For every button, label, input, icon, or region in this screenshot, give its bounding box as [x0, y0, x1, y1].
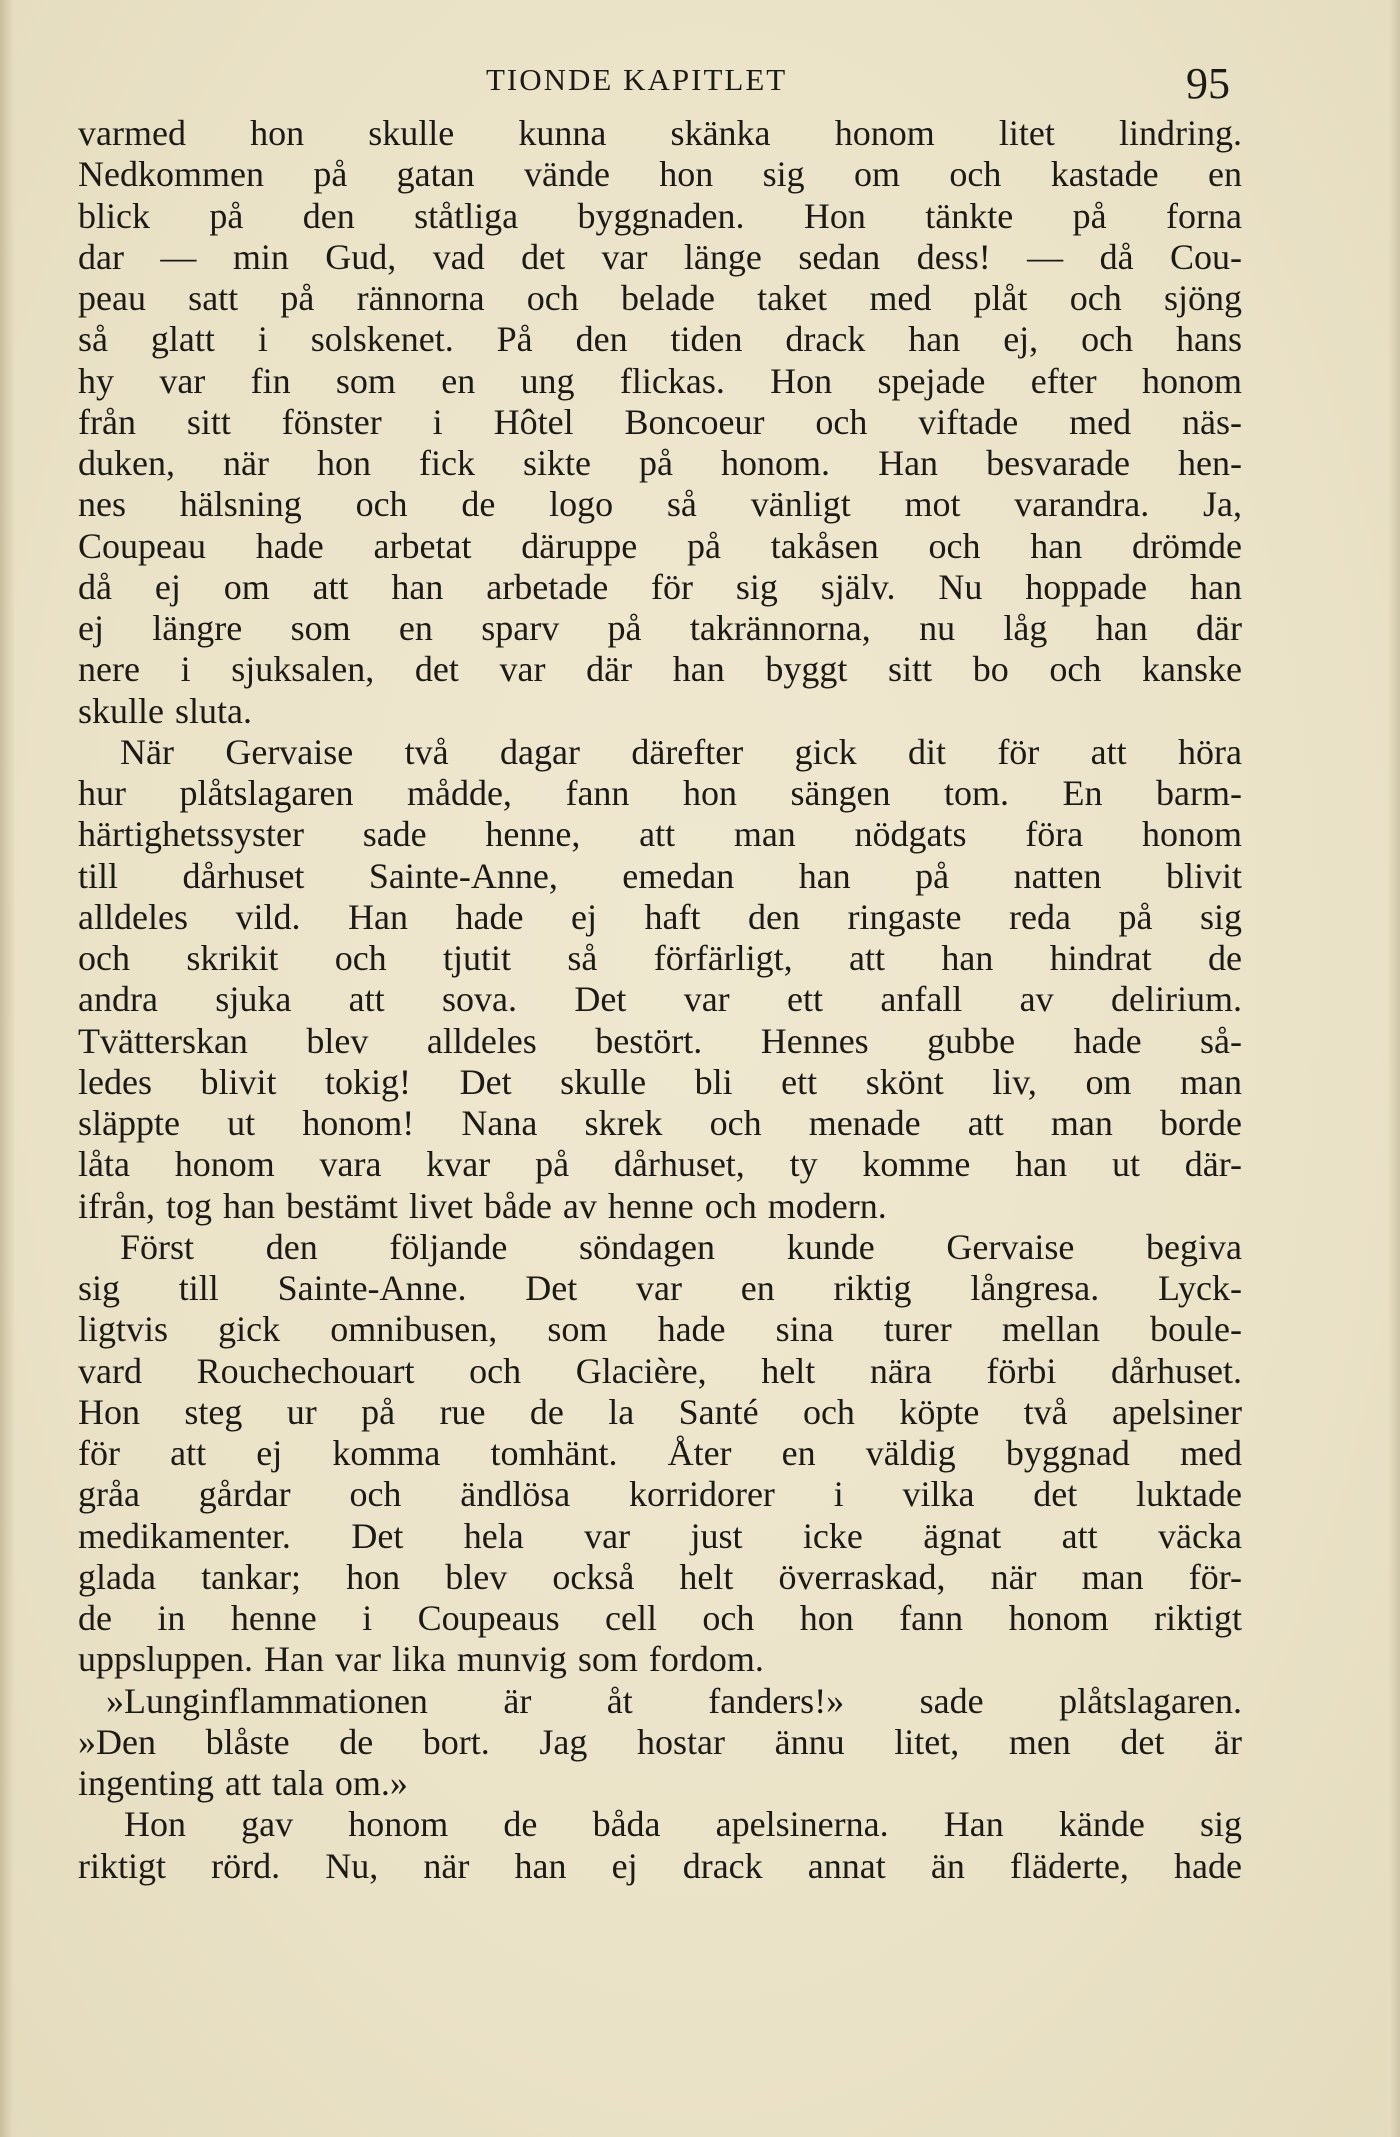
text-line: varmed hon skulle kunna skänka honom litet lindring. — [78, 113, 1242, 153]
chapter-title: TIONDE KAPITLET — [486, 62, 788, 97]
text-line: de in henne i Coupeaus cell och hon fann honom riktigt — [78, 1598, 1242, 1638]
text-line: ingenting att tala om.» — [78, 1763, 408, 1803]
text-line: Tvätterskan blev alldeles bestört. Hennes gubbe hade så- — [78, 1020, 1242, 1061]
page-number: 95 — [1186, 59, 1230, 108]
text-line: Coupeau hade arbetat däruppe på takåsen och han drömde — [78, 525, 1242, 566]
text-line: Hon gav honom de båda apelsinerna. Han kände sig — [124, 1804, 1242, 1845]
text-line: medikamenter. Det hela var just icke ägnat att väcka — [78, 1515, 1242, 1556]
text-line: vard Rouchechouart och Glacière, helt nära förbi dårhuset. — [78, 1350, 1242, 1391]
text-line: för att ej komma tomhänt. Åter en väldig byggnad med — [78, 1433, 1242, 1473]
text-line: »Lunginflammationen är åt fanders!» sade plåtslagaren. — [106, 1680, 1242, 1721]
text-line: ledes blivit tokig! Det skulle bli ett skönt liv, om man — [78, 1061, 1242, 1102]
text-line: glada tankar; hon blev också helt överraskad, när man för- — [78, 1556, 1242, 1597]
page-right-edge — [1388, 0, 1400, 2137]
text-line: härtighetssyster sade henne, att man nödgats föra honom — [78, 814, 1242, 855]
text-line: så glatt i solskenet. På den tiden drack han ej, och hans — [78, 319, 1242, 360]
text-line: sig till Sainte-Anne. Det var en riktig långresa. Lyck- — [78, 1268, 1242, 1308]
text-line: dar — min Gud, vad det var länge sedan dess! — då Cou- — [78, 236, 1242, 277]
text-line: låta honom vara kvar på dårhuset, ty komme han ut där- — [78, 1144, 1242, 1185]
text-line: »Den blåste de bort. Jag hostar ännu litet, men det är — [78, 1721, 1242, 1762]
text-line: alldeles vild. Han hade ej haft den ringaste reda på sig — [78, 896, 1242, 937]
text-line: riktigt rörd. Nu, när han ej drack annat än fläderte, hade — [78, 1845, 1242, 1886]
text-line: peau satt på rännorna och belade taket med plåt och sjöng — [78, 278, 1242, 318]
text-line: ifrån, tog han bestämt livet både av henne och modern. — [78, 1185, 887, 1226]
text-line: från sitt fönster i Hôtel Boncoeur och viftade med näs- — [78, 401, 1242, 442]
text-line: släppte ut honom! Nana skrek och menade att man borde — [78, 1103, 1242, 1143]
text-line: då ej om att han arbetade för sig själv. Nu hoppade han — [78, 566, 1242, 607]
text-line: Nedkommen på gatan vände hon sig om och kastade en — [78, 154, 1242, 195]
text-line: uppsluppen. Han var lika munvig som fordom. — [78, 1639, 764, 1680]
text-line: ligtvis gick omnibusen, som hade sina turer mellan boule- — [78, 1309, 1242, 1350]
text-line: nere i sjuksalen, det var där han byggt sitt bo och kanske — [78, 649, 1242, 690]
text-line: blick på den ståtliga byggnaden. Hon tänkte på forna — [78, 195, 1242, 236]
text-line: och skrikit och tjutit så förfärligt, att han hindrat de — [78, 938, 1242, 978]
text-line: duken, när hon fick sikte på honom. Han besvarade hen- — [78, 443, 1242, 483]
text-line: hy var fin som en ung flickas. Hon spejade efter honom — [78, 360, 1242, 401]
text-line: till dårhuset Sainte-Anne, emedan han på natten blivit — [78, 855, 1242, 896]
text-line: andra sjuka att sova. Det var ett anfall av delirium. — [78, 979, 1242, 1020]
text-line: Hon steg ur på rue de la Santé och köpte två apelsiner — [78, 1391, 1242, 1432]
text-line: nes hälsning och de logo så vänligt mot varandra. Ja, — [78, 484, 1242, 525]
text-line: skulle sluta. — [78, 690, 252, 731]
running-head — [0, 58, 1400, 108]
text-line: gråa gårdar och ändlösa korridorer i vilka det luktade — [78, 1474, 1242, 1515]
page-left-edge — [0, 0, 14, 2137]
text-line: ej längre som en sparv på takrännorna, nu låg han där — [78, 608, 1242, 648]
text-line: När Gervaise två dagar därefter gick dit för att höra — [120, 731, 1242, 772]
body-text — [78, 113, 1242, 1887]
text-line: Först den följande söndagen kunde Gervaise begiva — [120, 1226, 1242, 1267]
text-line: hur plåtslagaren mådde, fann hon sängen tom. En barm- — [78, 773, 1242, 813]
